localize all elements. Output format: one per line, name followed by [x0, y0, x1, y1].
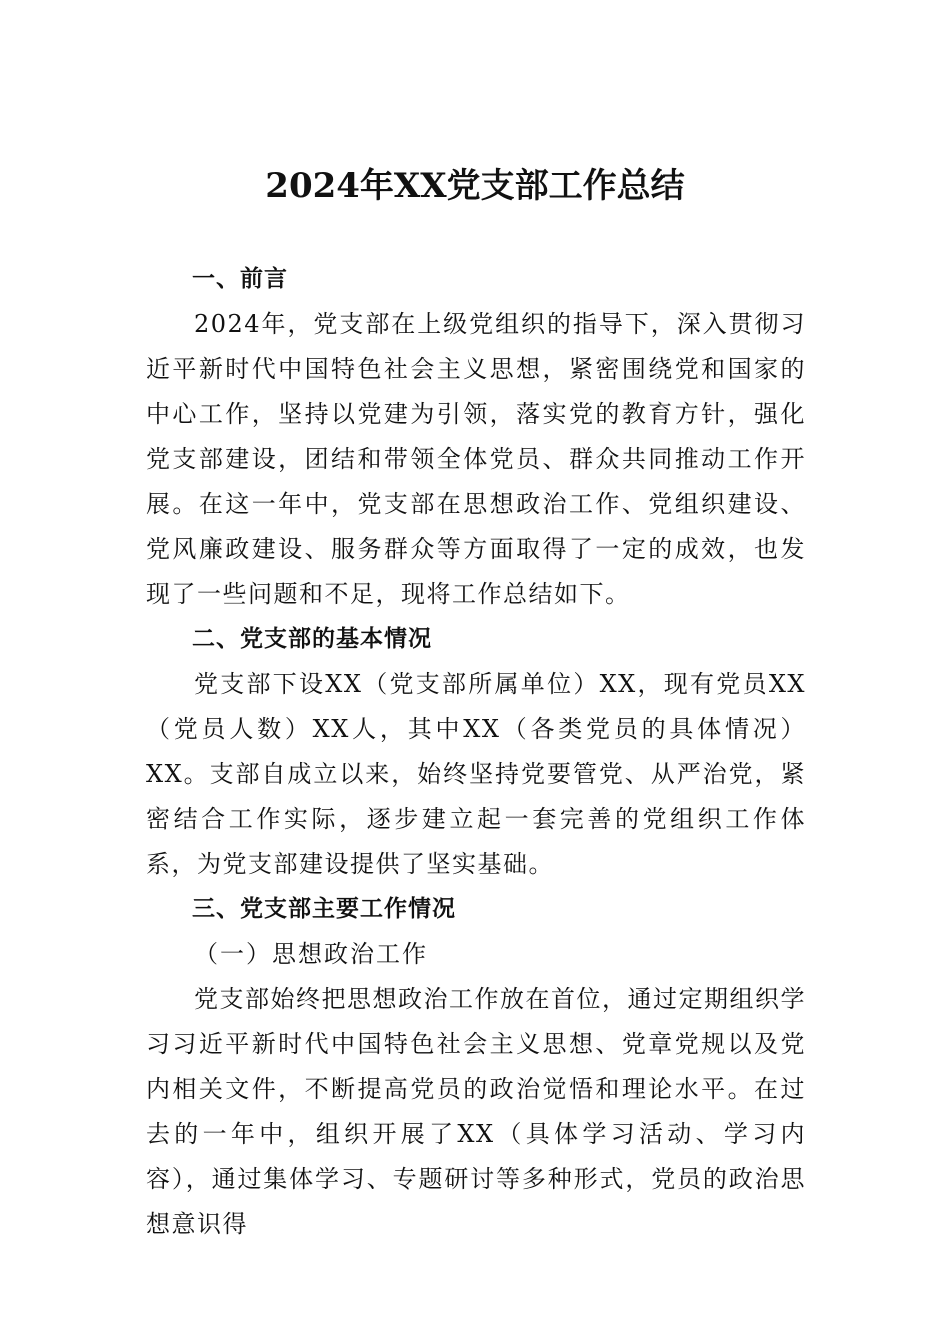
document-body: [146, 257, 806, 1247]
section-heading-main-work: 三、党支部主要工作情况: [192, 896, 456, 922]
subsection-heading-ideological-work: （一）思想政治工作: [194, 940, 428, 968]
section-heading-preface: 一、前言: [192, 266, 288, 292]
paragraph-ideological-work: 党支部始终把思想政治工作放在首位，通过定期组织学习习近平新时代中国特色社会主义思想、党章党规以及党内相关文件，不断提高党员的政治觉悟和理论水平。在过去的一年中，组织开展了XX（具体学习活动、学习内容），通过集体学习、专题研讨等多种形式，党员的政治思想意识得: [146, 985, 806, 1238]
paragraph-preface: 2024年，党支部在上级党组织的指导下，深入贯彻习近平新时代中国特色社会主义思想，紧密围绕党和国家的中心工作，坚持以党建为引领，落实党的教育方针，强化党支部建设，团结和带领全体党员、群众共同推动工作开展。在这一年中，党支部在思想政治工作、党组织建设、党风廉政建设、服务群众等方面取得了一定的成效，也发现了一些问题和不足，现将工作总结如下。: [146, 310, 806, 608]
document-title: 2024年XX党支部工作总结: [265, 166, 685, 206]
section-heading-basic-info: 二、党支部的基本情况: [192, 626, 432, 652]
paragraph-basic-info: 党支部下设XX（党支部所属单位）XX，现有党员XX（党员人数）XX人，其中XX（各类党员的具体情况）XX。支部自成立以来，始终坚持党要管党、从严治党，紧密结合工作实际，逐步建立起一套完善的党组织工作体系，为党支部建设提供了坚实基础。: [146, 670, 806, 878]
